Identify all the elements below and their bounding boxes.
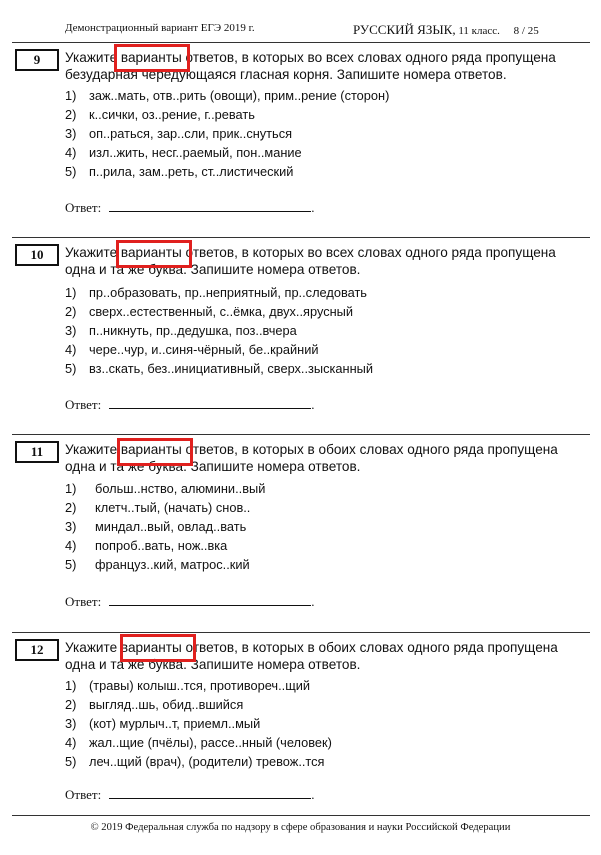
option-text: (кот) мурлыч..т, приемл..мый [89, 716, 261, 731]
task-divider [12, 434, 590, 435]
list-item [65, 519, 265, 538]
answer-label: Ответ: [65, 594, 102, 609]
answer-tail: . [311, 594, 315, 609]
answer-input-line[interactable] [109, 199, 311, 212]
option-number: 4) [65, 735, 77, 750]
option-number: 2) [65, 304, 77, 319]
task-divider [12, 237, 590, 238]
answer-tail: . [311, 200, 315, 215]
option-text: миндал..вый, овлад..вать [95, 519, 247, 534]
option-text: жал..щие (пчёлы), рассе..нный (человек) [89, 735, 332, 750]
answer-field [65, 786, 314, 803]
option-number: 3) [65, 126, 77, 141]
header-title: Демонстрационный вариант ЕГЭ 2019 г. [65, 22, 255, 34]
list-item [65, 752, 332, 771]
option-text: п..рила, зам..реть, ст..листический [89, 164, 294, 179]
footer-copyright: © 2019 Федеральная служба по надзору в сфере образования и науки Российской Федерации [90, 822, 511, 833]
list-item [65, 321, 373, 340]
answer-tail: . [311, 397, 315, 412]
answer-field [65, 593, 314, 610]
task-instruction: Укажите варианты ответов, в которых в обоих словах одного ряда пропущена одна и та же буква. Запишите номера ответов. [65, 640, 558, 672]
option-text: сверх..естественный, с..ёмка, двух..ярусный [89, 304, 354, 319]
list-item [65, 676, 332, 695]
option-text: клетч..тый, (начать) снов.. [95, 500, 251, 515]
option-text: француз..кий, матрос..кий [95, 557, 250, 572]
list-item [65, 557, 265, 576]
task-number-box: 12 [15, 639, 59, 661]
option-text: п..никнуть, пр..дедушка, поз..вчера [89, 323, 297, 338]
option-number: 2) [65, 107, 77, 122]
footer-divider [12, 815, 590, 816]
list-item [65, 481, 265, 500]
header-page: 8 / 25 [513, 25, 539, 37]
option-number: 5) [65, 557, 77, 572]
option-number: 1) [65, 285, 77, 300]
task-number-box: 10 [15, 244, 59, 266]
header-subject-block [353, 22, 539, 38]
answer-field [65, 199, 314, 216]
list-item [65, 538, 265, 557]
list-item [65, 162, 389, 181]
option-text: пр..образовать, пр..неприятный, пр..следовать [89, 285, 367, 300]
list-item [65, 359, 373, 378]
answer-label: Ответ: [65, 787, 102, 802]
option-number: 2) [65, 500, 77, 515]
option-text: изл..жить, несг..раемый, пон..мание [89, 145, 302, 160]
list-item [65, 695, 332, 714]
option-number: 4) [65, 145, 77, 160]
answer-input-line[interactable] [109, 786, 311, 799]
option-number: 5) [65, 361, 77, 376]
option-text: леч..щий (врач), (родители) тревож..тся [89, 754, 325, 769]
task-instruction: Укажите варианты ответов, в которых во всех словах одного ряда пропущена одна и та же буква. Запишите номера ответов. [65, 245, 556, 277]
task-number-box: 9 [15, 49, 59, 71]
option-number: 1) [65, 481, 77, 496]
option-text: чере..чур, и..синя-чёрный, бе..крайний [89, 342, 319, 357]
task-instruction: Укажите варианты ответов, в которых во всех словах одного ряда пропущена безударная чередующаяся гласная корня. Запишите номера ответов. [65, 50, 556, 82]
list-item [65, 714, 332, 733]
list-item [65, 340, 373, 359]
option-number: 2) [65, 697, 77, 712]
option-number: 1) [65, 678, 77, 693]
list-item [65, 143, 389, 162]
option-text: выгляд..шь, обид..вшийся [89, 697, 244, 712]
option-number: 5) [65, 754, 77, 769]
answer-input-line[interactable] [109, 593, 311, 606]
option-number: 4) [65, 538, 77, 553]
option-text: (травы) колыш..тся, противореч..щий [89, 678, 311, 693]
answer-tail: . [311, 787, 315, 802]
list-item [65, 302, 373, 321]
answer-label: Ответ: [65, 200, 102, 215]
answer-label: Ответ: [65, 397, 102, 412]
option-number: 3) [65, 519, 77, 534]
list-item [65, 283, 373, 302]
header-grade: 11 класс. [458, 25, 500, 37]
option-text: заж..мать, отв..рить (овощи), прим..рение (сторон) [89, 88, 390, 103]
option-text: попроб..вать, нож..вка [95, 538, 228, 553]
list-item [65, 500, 265, 519]
option-text: больш..нство, алюмини..вый [95, 481, 266, 496]
list-item [65, 733, 332, 752]
option-text: оп..раться, зар..сли, прик..снуться [89, 126, 293, 141]
option-text: вз..скать, без..инициативный, сверх..зысканный [89, 361, 373, 376]
option-text: к..сички, оз..рение, г..ревать [89, 107, 255, 122]
task-divider [12, 632, 590, 633]
options-list [65, 283, 373, 378]
options-list [65, 481, 265, 576]
header-subject: РУССКИЙ ЯЗЫК, [353, 22, 456, 37]
task-number-box: 11 [15, 441, 59, 463]
header-divider [12, 42, 590, 43]
option-number: 1) [65, 88, 77, 103]
list-item [65, 105, 389, 124]
options-list [65, 86, 389, 181]
option-number: 3) [65, 323, 77, 338]
option-number: 5) [65, 164, 77, 179]
answer-input-line[interactable] [109, 396, 311, 409]
option-number: 4) [65, 342, 77, 357]
option-number: 3) [65, 716, 77, 731]
options-list [65, 676, 332, 771]
task-instruction: Укажите варианты ответов, в которых в обоих словах одного ряда пропущена одна и та же буква. Запишите номера ответов. [65, 442, 558, 474]
list-item [65, 86, 389, 105]
list-item [65, 124, 389, 143]
answer-field [65, 396, 314, 413]
